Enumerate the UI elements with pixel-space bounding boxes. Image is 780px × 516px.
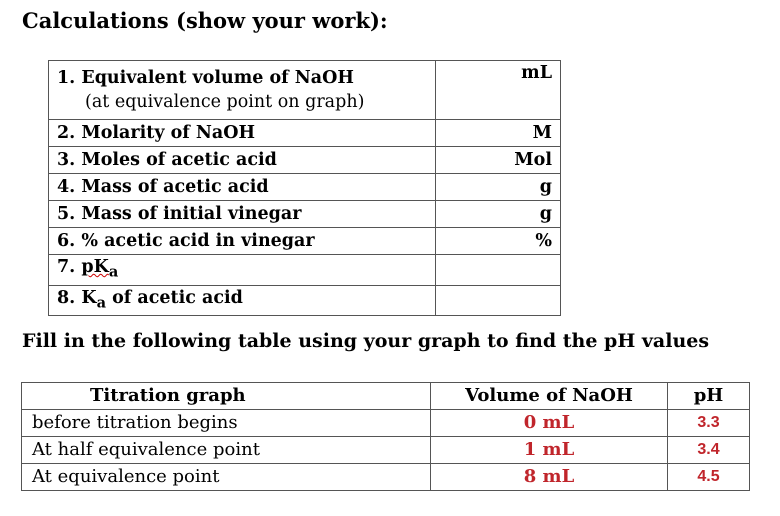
calc-row-label: 4. Mass of acetic acid (49, 174, 436, 201)
calc-row-label (49, 285, 436, 316)
calc-row-molarity (49, 120, 561, 147)
calc-row-label: 6. % acetic acid in vinegar (49, 228, 436, 255)
ka-subscript: a (96, 294, 107, 311)
titration-graph-table (21, 382, 750, 491)
calc-row-unit[interactable]: Mol (436, 147, 561, 174)
calc-row-unit[interactable]: % (436, 228, 561, 255)
calc-row-sublabel: (at equivalence point on graph) (85, 92, 365, 112)
calc-row-equivalent-volume (49, 61, 561, 120)
row-label: At equivalence point (22, 464, 431, 491)
calc-row-unit[interactable]: g (436, 174, 561, 201)
calculations-table (48, 60, 561, 316)
calculations-heading: Calculations (show your work): (22, 8, 388, 33)
calc-row-label (49, 61, 436, 120)
calc-row-label (49, 255, 436, 286)
calc-row-mass-acetic (49, 174, 561, 201)
calc-row-ka (49, 285, 561, 316)
ka-suffix: of acetic acid (106, 287, 243, 308)
header-volume-naoh: Volume of NaOH (431, 383, 668, 410)
calc-row-label: 5. Mass of initial vinegar (49, 201, 436, 228)
ka-prefix: 8. K (57, 287, 97, 308)
pka-prefix: 7. (57, 257, 82, 277)
fill-table-heading: Fill in the following table using your graph to find the pH values (22, 330, 710, 352)
table-row (22, 437, 750, 464)
row-label: before titration begins (22, 410, 431, 437)
calc-row-unit[interactable]: M (436, 120, 561, 147)
calc-row-label: 2. Molarity of NaOH (49, 120, 436, 147)
table-row (22, 464, 750, 491)
calc-row-unit[interactable]: mL (436, 61, 561, 120)
calc-row-mass-vinegar (49, 201, 561, 228)
row-volume-value[interactable]: 1 mL (431, 437, 668, 464)
calc-row-unit[interactable]: g (436, 201, 561, 228)
row-volume-value[interactable]: 0 mL (431, 410, 668, 437)
pka-text (81, 257, 119, 281)
calc-row-label-text: 1. Equivalent volume of NaOH (57, 68, 354, 88)
pka-subscript: a (108, 263, 119, 281)
table-header-row (22, 383, 750, 410)
row-label: At half equivalence point (22, 437, 431, 464)
table-row (22, 410, 750, 437)
row-ph-value[interactable]: 3.3 (668, 410, 750, 437)
calc-row-unit[interactable] (436, 285, 561, 316)
calc-row-pka (49, 255, 561, 286)
calc-row-moles (49, 147, 561, 174)
row-ph-value[interactable]: 3.4 (668, 437, 750, 464)
calc-row-label: 3. Moles of acetic acid (49, 147, 436, 174)
row-ph-value[interactable]: 4.5 (668, 464, 750, 491)
row-volume-value[interactable]: 8 mL (431, 464, 668, 491)
calc-row-unit[interactable] (436, 255, 561, 286)
header-titration-graph: Titration graph (90, 385, 246, 406)
calc-row-percent-acetic (49, 228, 561, 255)
pka-main: pK (81, 257, 109, 277)
header-ph: pH (693, 385, 724, 406)
